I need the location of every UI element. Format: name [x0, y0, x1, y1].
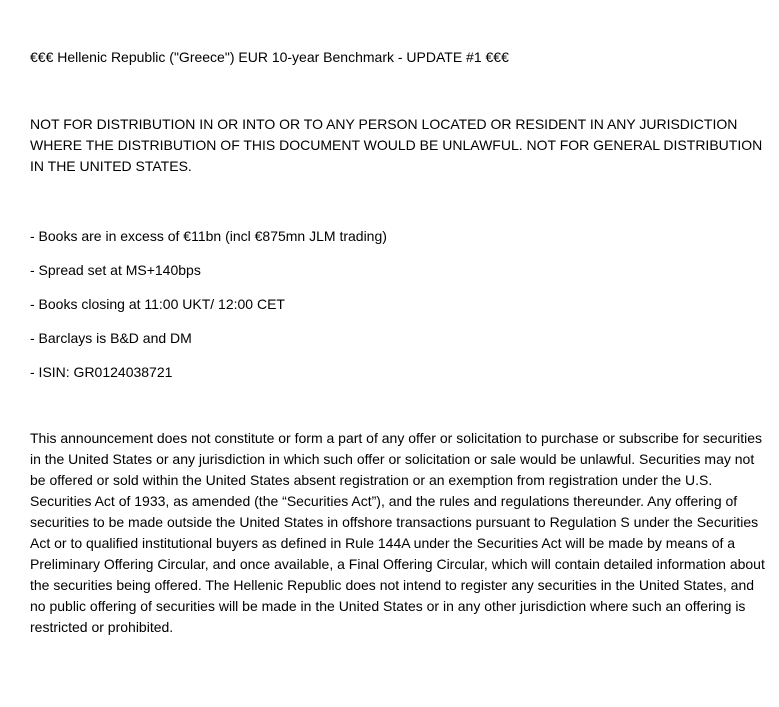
bullet-isin: - ISIN: GR0124038721: [30, 364, 173, 380]
legal-disclaimer: This announcement does not constitute or form a part of any offer or solicitation to purchase or subscribe for securities in the United States or any jurisdiction in which such offer or solicitation or sale would be unlawful. Securities may not be offered or sold within the United States absent registration or an exemption from registration under the U.S. Securities Act of 1933, as amended (the “Securities Act”), and the rules and regulations thereunder. Any offering of securities to be made outside the United States in offshore transactions pursuant to Regulation S under the Securities Act or to qualified institutional buyers as defined in Rule 144A under the Securities Act will be made by means of a Preliminary Offering Circular, and once available, a Final Offering Circular, which will contain detailed information about the securities being offered. The Hellenic Republic does not intend to register any securities in the United States, and no public offering of securities will be made in the United States or in any other jurisdiction where such an offering is restricted or prohibited.: [30, 430, 765, 635]
bullet-bookrunner: - Barclays is B&D and DM: [30, 330, 192, 346]
bullet-books-size: - Books are in excess of €11bn (incl €875mn JLM trading): [30, 228, 387, 244]
distribution-notice: NOT FOR DISTRIBUTION IN OR INTO OR TO ANY PERSON LOCATED OR RESIDENT IN ANY JURISDICTION WHERE THE DISTRIBUTION OF THIS DOCUMENT WOULD BE UNLAWFUL. NOT FOR GENERAL DISTRIBUTION IN THE UNITED STATES.: [30, 116, 763, 174]
bullet-spread: - Spread set at MS+140bps: [30, 262, 201, 278]
bullet-books-closing: - Books closing at 11:00 UKT/ 12:00 CET: [30, 296, 285, 312]
announcement-title: €€€ Hellenic Republic ("Greece") EUR 10-year Benchmark - UPDATE #1 €€€: [30, 49, 509, 65]
deal-update-list: [30, 226, 387, 396]
